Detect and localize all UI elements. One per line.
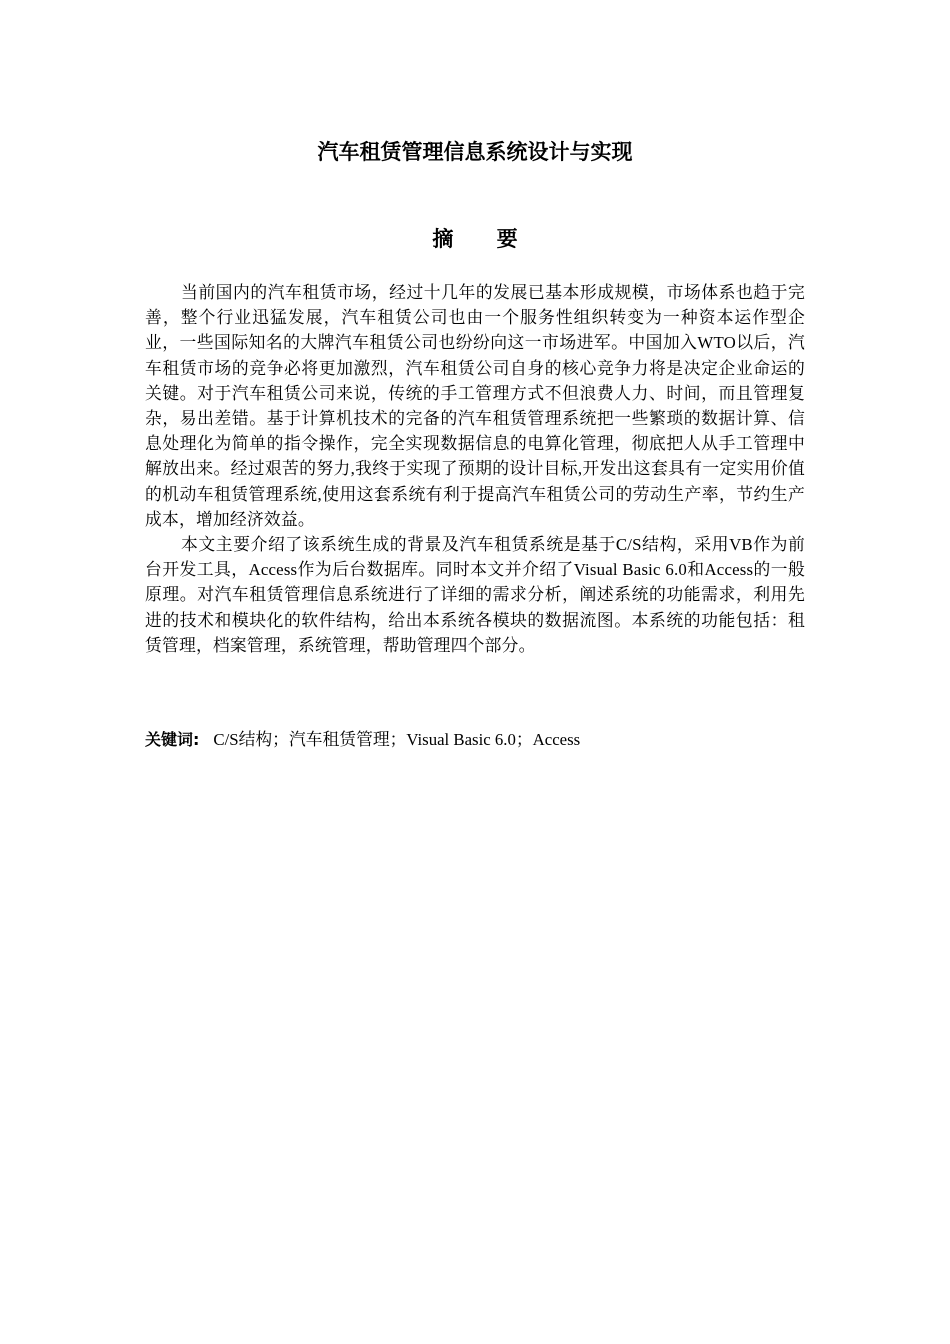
abstract-body bbox=[145, 280, 805, 658]
keywords-line bbox=[145, 727, 805, 752]
keywords-value: C/S结构；汽车租赁管理；Visual Basic 6.0；Access bbox=[213, 730, 581, 749]
keywords-label: 关键词: bbox=[145, 730, 200, 749]
document-title: 汽车租赁管理信息系统设计与实现 bbox=[317, 140, 633, 164]
abstract-heading: 摘 要 bbox=[432, 227, 536, 251]
abstract-paragraph-2: 本文主要介绍了该系统生成的背景及汽车租赁系统是基于C/S结构，采用VB作为前台开发工具，Access作为后台数据库。同时本文并介绍了Visual Basic 6.0和Access的一般原理。对汽车租赁管理信息系统进行了详细的需求分析，阐述系统的功能需求，利用先进的技术和模块化的软件结构，给出本系统各模块的数据流图。本系统的功能包括：租赁管理，档案管理，系统管理，帮助管理四个部分。 bbox=[145, 535, 805, 655]
abstract-paragraph-1: 当前国内的汽车租赁市场，经过十几年的发展已基本形成规模，市场体系也趋于完善，整个行业迅猛发展，汽车租赁公司也由一个服务性组织转变为一种资本运作型企业，一些国际知名的大牌汽车租赁公司也纷纷向这一市场进军。中国加入WTO以后，汽车租赁市场的竞争必将更加激烈，汽车租赁公司自身的核心竞争力将是决定企业命运的关键。对于汽车租赁公司来说，传统的手工管理方式不但浪费人力、时间，而且管理复杂，易出差错。基于计算机技术的完备的汽车租赁管理系统把一些繁琐的数据计算、信息处理化为简单的指令操作，完全实现数据信息的电算化管理，彻底把人从手工管理中解放出来。经过艰苦的努力,我终于实现了预期的设计目标,开发出这套具有一定实用价值的机动车租赁管理系统,使用这套系统有利于提高汽车租赁公司的劳动生产率，节约生产成本，增加经济效益。 bbox=[145, 283, 805, 529]
